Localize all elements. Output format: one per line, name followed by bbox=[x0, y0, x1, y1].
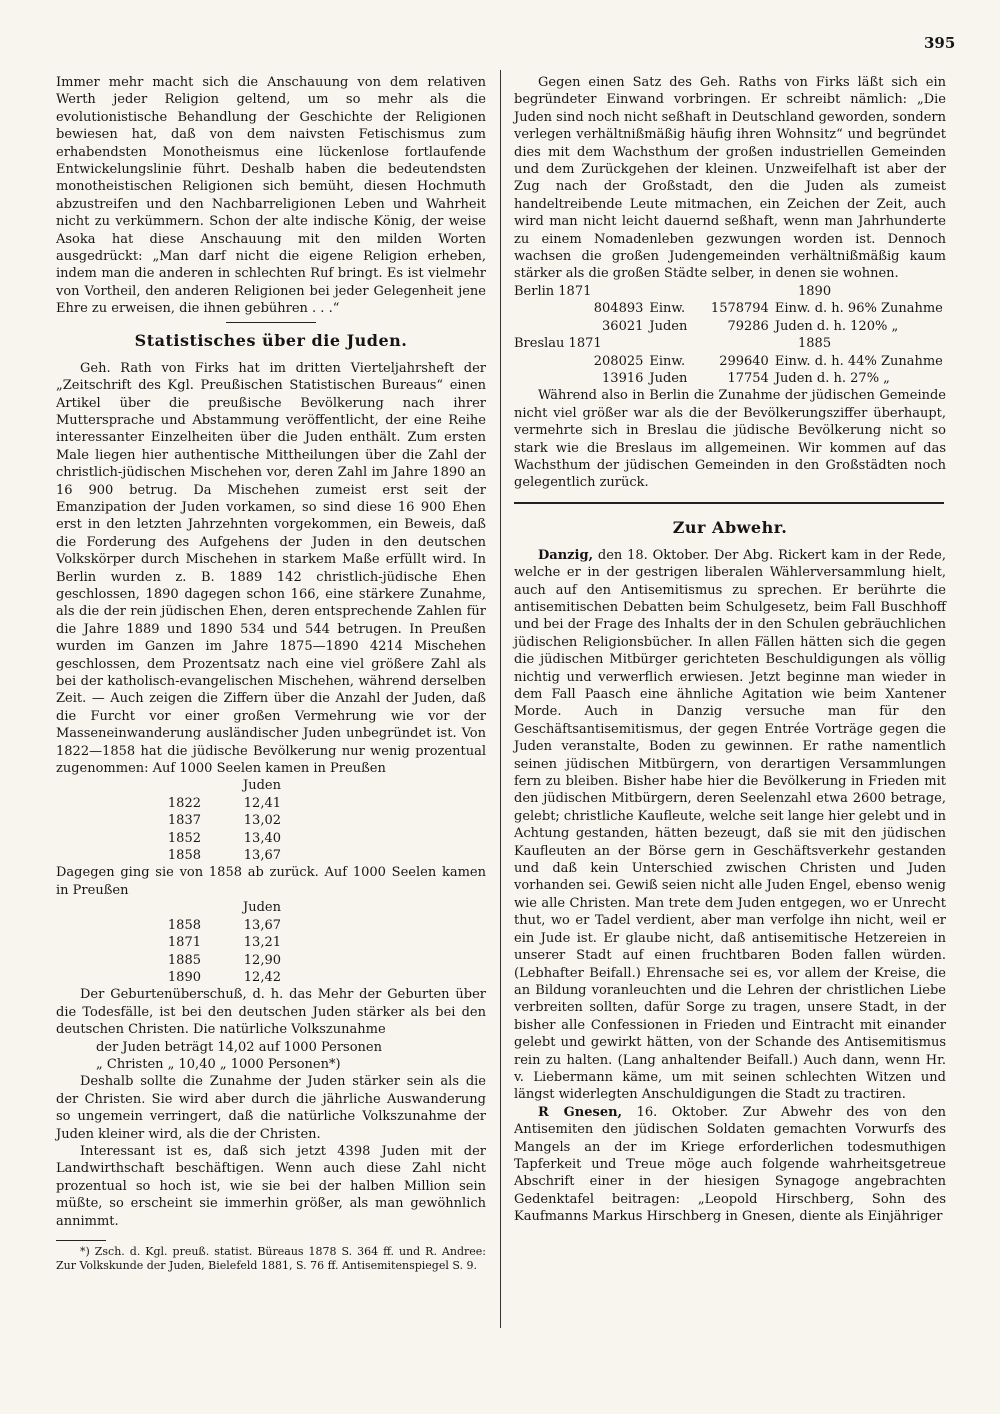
table-row: 1885 12,90 bbox=[167, 952, 281, 968]
column-divider bbox=[500, 70, 501, 1328]
city-population-table bbox=[514, 283, 946, 387]
population-table-2 bbox=[56, 899, 486, 986]
table-row: 1858 13,67 bbox=[167, 848, 281, 864]
right-column bbox=[514, 74, 946, 1226]
table-row: 13916 Juden 17754 Juden d. h. 27% „ bbox=[602, 370, 890, 386]
article-paragraph: Der Geburtenüberschuß, d. h. das Mehr der Geburten über die Todesfälle, ist bei den deutschen Juden stärker als bei den deutschen Christen. Die natürliche Volkszunahme bbox=[56, 987, 486, 1038]
table-row: 1852 13,40 bbox=[167, 830, 281, 846]
table-row: 804893 Einw. 1578794 Einw. d. h. 96% Zunahme bbox=[593, 301, 943, 317]
article-paragraph: Deshalb sollte die Zunahme der Juden stärker sein als die der Christen. Sie wird aber durch die jährliche Auswanderung so ungemein verringert, daß die natürliche Volkszunahme der Juden kleiner wird, als die der Christen. bbox=[56, 1074, 486, 1142]
danzig-text: den 18. Oktober. Der Abg. Rickert kam in der Rede, welche er in der gestrigen liberalen Wählerversammlung hielt, auch auf den Antisemitismus zu sprechen. Er berührte die antisemitischen Debatten beim Schulgesetz, beim Fall Buschhoff und bei der Frage des Inhalts der in den Schulen gebräuchlichen jüdischen Religionsbücher. In allen Fällen hätten sich die gegen die jüdischen Mitbürger gerichteten Beschuldigungen als völlig nichtig und verwerflich erwiesen. Jetzt beginne man wieder in dem Fall Paasch eine ähnliche Agitation wie beim Xantener Morde. Auch in Danzig versuche man für den Geschäftsantisemitismus, der gegen Entrée Vorträge gegen die Juden veranstalte, Boden zu gewinnen. Er rathe namentlich seinen jüdischen Mitbürgern, von derartigen Versammlungen fern zu bleiben. Bisher habe hier die Bevölkerung in Frieden mit den jüdischen Mitbürgern, deren Seelenzahl etwa 2600 betrage, gelebt; christliche Kaufleute, welche seit lange hier gelebt und in Achtung gestanden, hätten bezeugt, daß sie mit den jüdischen Kaufleuten an der Börse gern in Geschäftsverkehr gestanden und daß kein Unterschied zwischen Christen und Juden vorhanden sei. Gewiß seien nicht alle Juden Engel, ebenso wenig wie alle Christen. Man trete dem Juden entgegen, wo er Unrecht thut, wo er Tadel verdient, aber man verfolge ihn nicht, weil er ein Jude ist. Er glaube nicht, daß antisemitische Hetzereien in unserer Stadt auf einen fruchtbaren Boden fallen würden. (Lebhafter Beifall.) Ehrensache sei es, vor allem der Kreise, die an Bildung voranleuchten und die Lehren der christlichen Liebe verbreiten sollten, dafür Sorge zu tragen, unsere Stadt, in der bisher alle Confessionen in Frieden und Eintracht mit einander gelebt und gewirkt hätten, von der Schande des Antisemitismus rein zu halten. (Lang anhaltender Beifall.) Auch dann, wenn Hr. v. Liebermann käme, um mit seinen schlechten Witzen und längst widerlegten Anschuldigungen die Stadt zu tractiren. bbox=[514, 547, 947, 1103]
gnesen-text: 16. Oktober. Zur Abwehr des von den Antisemiten den jüdischen Soldaten gemachten Vorwurfs des Mangels an der im Kriege erforderlichen todesmuthigen Tapferkeit und Treue möge auch folgende wahrheitsgetreue Abschrift einer in der hiesigen Synagoge angebrachten Gedenktafel beitragen: „Leopold Hirschberg, Sohn des Kaufmanns Markus Hirschberg in Gnesen, diente als Einjähriger bbox=[514, 1104, 946, 1225]
population-table-1 bbox=[56, 777, 486, 864]
table-row: 1871 13,21 bbox=[167, 935, 281, 951]
table-row: 1837 13,02 bbox=[167, 813, 281, 829]
rate-line-christen: „ Christen „ 10,40 „ 1000 Personen*) bbox=[96, 1056, 341, 1072]
article-paragraph: Dagegen ging sie von 1858 ab zurück. Auf 1000 Seelen kamen in Preußen bbox=[56, 865, 486, 898]
table-row: Breslau 1871 1885 bbox=[514, 336, 832, 352]
table-row: 36021 Juden 79286 Juden d. h. 120% „ bbox=[602, 318, 899, 334]
dateline-gnesen: R Gnesen, bbox=[538, 1104, 623, 1120]
article-paragraph: Interessant ist es, daß sich jetzt 4398 Juden mit der Landwirthschaft beschäftigen. Wenn auch diese Zahl nicht prozentual so hoch ist, wie sie bei der halben Million sein müßte, so erscheint sie immerhin größer, als man gewöhnlich annimmt. bbox=[56, 1143, 486, 1229]
section-heading-defense: Zur Abwehr. bbox=[672, 517, 788, 537]
article-paragraph-gnesen bbox=[514, 1104, 946, 1226]
table-row: 208025 Einw. 299640 Einw. d. h. 44% Zunahme bbox=[593, 353, 943, 369]
footnote: *) Zsch. d. Kgl. preuß. statist. Büreaus 1878 S. 364 ff. und R. Andree: Zur Volkskunde der Juden, Bielefeld 1881, S. 76 ff. Antisemitenspiegel S. 9. bbox=[56, 1245, 486, 1272]
article-paragraph-danzig bbox=[514, 547, 946, 1104]
separator-line bbox=[514, 502, 944, 504]
table-row: 1822 12,41 bbox=[167, 795, 281, 811]
left-column bbox=[56, 74, 486, 1273]
table-row: 1858 13,67 bbox=[167, 917, 281, 933]
separator-line bbox=[226, 322, 316, 323]
table-header: Juden bbox=[243, 778, 281, 794]
article-paragraph: Geh. Rath von Firks hat im dritten Vierteljahrsheft der „Zeitschrift des Kgl. Preußischen Statistischen Bureaus“ einen Artikel über die preußische Bevölkerung nach ihrer Muttersprache und Abstammung veröffentlicht, der eine Reihe interessanter Einzelheiten über die Juden enthält. Zum ersten Male liegen hier authentische Mittheilungen über die Zahl der christlich-jüdischen Mischehen vor, deren Zahl im Jahre 1890 an 16 900 betrug. Da Mischehen zumeist erst seit der Emanzipation der Juden vorkamen, so sind diese 16 900 Ehen erst in den letzten Jahrzehnten vorgekommen, ein Beweis, daß die Forderung des Aufgehens der Juden in den deutschen Volkskörper durch Mischehen in starkem Maße erfüllt wird. In Berlin wurden z. B. 1889 142 christlich-jüdische Ehen geschlossen, 1890 dagegen schon 166, eine stärkere Zunahme, als die der rein jüdischen Ehen, deren entsprechende Zahlen für die Jahre 1889 und 1890 534 und 544 betrugen. In Preußen wurden im Ganzen im Jahre 1875—1890 4214 Mischehen geschlossen, dem Prozentsatz nach eine viel größere Zahl als bei der katholisch-evangelischen Mischehen, während derselben Zeit. — Auch zeigen die Ziffern über die Anzahl der Juden, daß die Furcht vor einer großen Vermehrung wie vor der Masseneinwanderung ausländischer Juden unbegründet ist. Von 1822—1858 hat die jüdische Bevölkerung nur wenig prozentual zugenommen: Auf 1000 Seelen kamen in Preußen bbox=[56, 360, 486, 777]
page-number: 395 bbox=[924, 34, 956, 52]
section-heading-statistics: Statistisches über die Juden. bbox=[134, 330, 408, 350]
article-paragraph: Während also in Berlin die Zunahme der jüdischen Gemeinde nicht viel größer war als die der Bevölkerungsziffer überhaupt, vermehrte sich in Breslau die jüdische Bevölkerung nicht so stark wie die Breslaus im allgemeinen. Wir kommen auf das Wachsthum der jüdischen Gemeinden in den Großstädten noch gelegentlich zurück. bbox=[514, 388, 946, 491]
article-paragraph: Gegen einen Satz des Geh. Raths von Firks läßt sich ein begründeter Einwand vorbringen. Er schreibt nämlich: „Die Juden sind noch nicht seßhaft in Deutschland geworden, sondern verlegen verhältnißmäßig häufig ihren Wohnsitz“ und begründet dies mit dem Wachsthum der großen industriellen Gemeinden und dem Zurückgehen der kleinen. Unzweifelhaft ist aber der Zug nach der Großstadt, den die Juden als zumeist handeltreibende Leute mitmachen, ein Zeichen der Zeit, auch wird man nicht leicht dauernd seßhaft, wenn man Jahrhunderte zu einem Nomadenleben gezwungen worden ist. Dennoch wachsen die großen Judengemeinden verhältnißmäßig kaum stärker als die großen Städte selber, in denen sie wohnen. bbox=[514, 75, 946, 282]
table-row: Berlin 1871 1890 bbox=[514, 283, 832, 299]
footnote-rule bbox=[56, 1240, 106, 1241]
table-row: 1890 12,42 bbox=[167, 969, 281, 985]
table-header: Juden bbox=[243, 900, 281, 916]
article-paragraph: Immer mehr macht sich die Anschauung von dem relativen Werth jeder Religion geltend, um so mehr als die evolutionistische Behandlung der Geschichte der Religionen bewiesen hat, daß von dem naivsten Fetischismus zum erhabendsten Monotheismus eine lückenlose fortlaufende Entwickelungslinie führt. Deshalb haben die bedeutendsten monotheistischen Religionen sich bemüht, diesen Hochmuth abzustreifen und den Nachbarreligionen Leben und Wahrheit nicht zu verkümmern. Schon der alte indische König, der weise Asoka hat diese Anschauung mit den milden Worten ausgedrückt: „Man darf nicht die eigene Religion erheben, indem man die anderen in schlechten Ruf bringt. Es ist vielmehr von Vortheil, den anderen Religionen bei jeder Gelegenheit jene Ehre zu erweisen, die ihnen gebühren . . .“ bbox=[56, 75, 486, 317]
dateline-danzig: Danzig, bbox=[538, 547, 594, 563]
rate-line-juden: der Juden beträgt 14,02 auf 1000 Personen bbox=[96, 1039, 382, 1055]
